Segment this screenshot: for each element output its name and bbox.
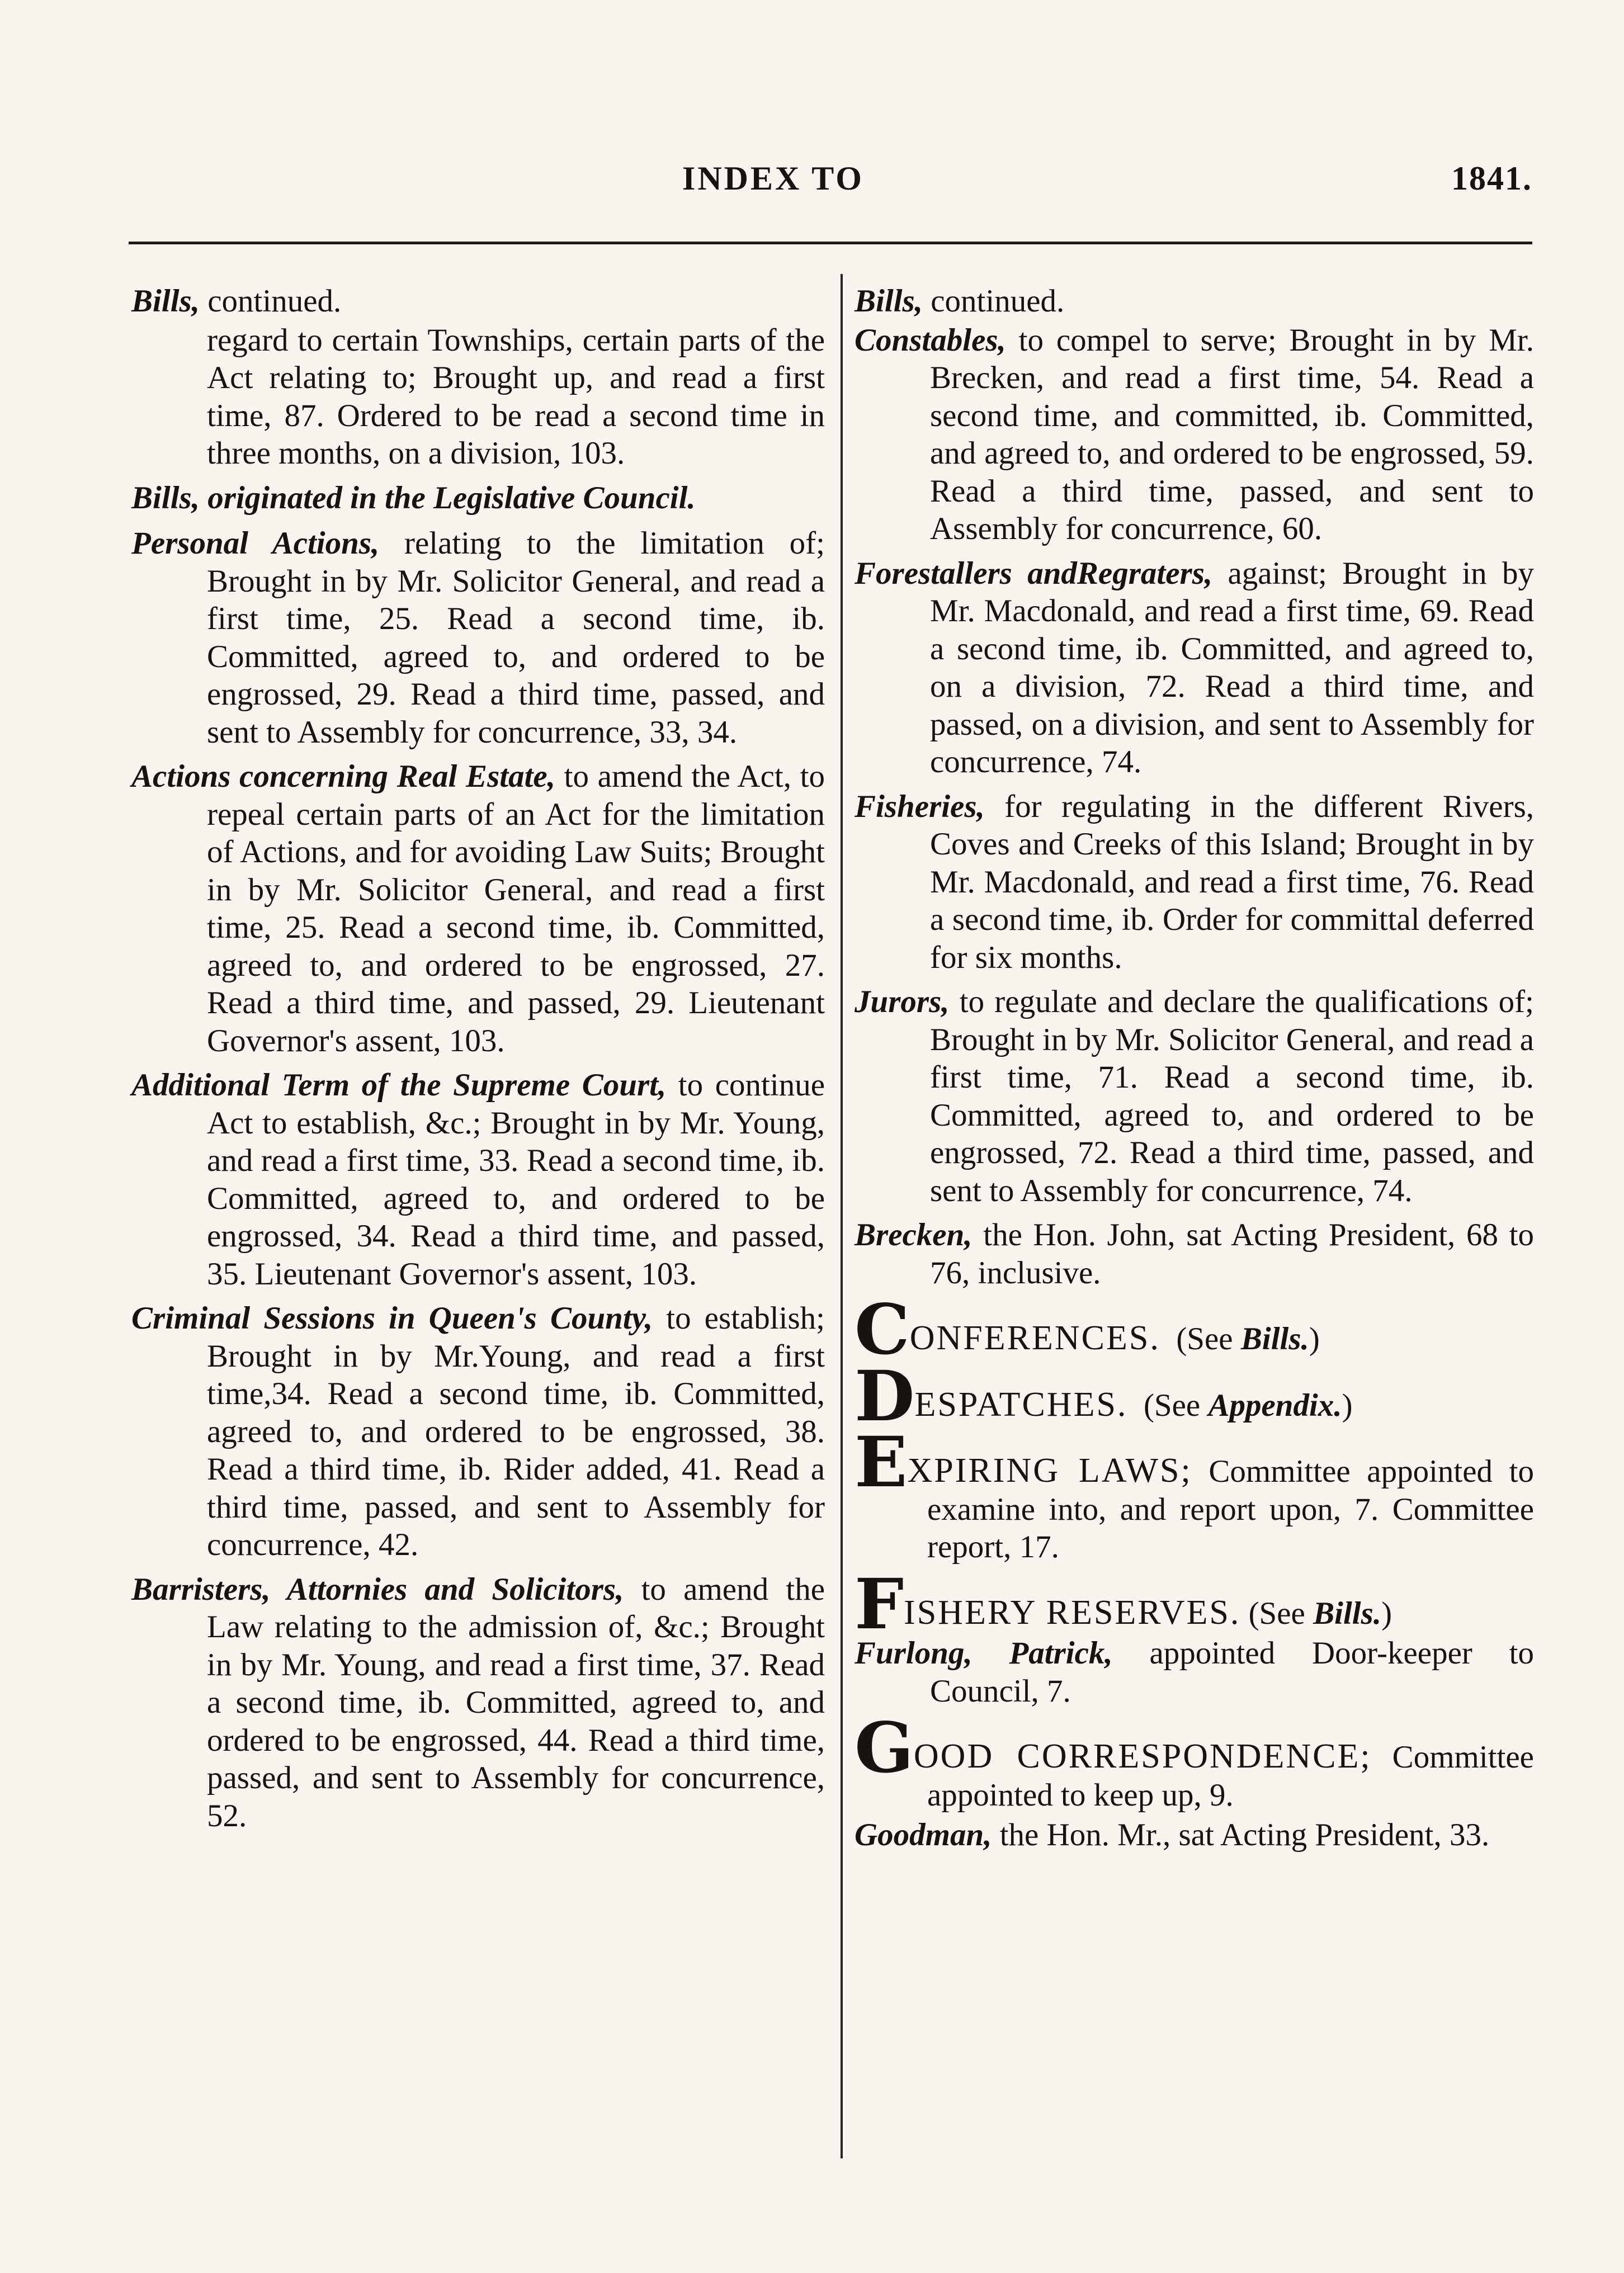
index-entry-real-estate	[131, 758, 825, 1060]
entry-text: to regulate and declare the qualifications of; Brought in by Mr. Solicitor General, and read a first time, 71. Read a second time, ib. Committed, agreed to, and ordered to be engrossed, 72. Read a third time, passed, and sent to Assembly for concurrence, 74.	[930, 984, 1534, 1208]
bills-label: Bills,	[855, 283, 923, 319]
see-reference: Appendix.	[1208, 1387, 1342, 1423]
index-entry-personal-actions	[131, 524, 825, 751]
index-entry-furlong	[855, 1634, 1534, 1710]
index-entry-criminal-sessions	[131, 1299, 825, 1564]
drop-cap: G	[855, 1708, 914, 1789]
entry-text: the Hon. John, sat Acting President, 68 to 76, inclusive.	[930, 1217, 1534, 1291]
see-reference: Bills.	[1240, 1321, 1309, 1357]
page-header	[129, 159, 1532, 210]
entry-text: to compel to serve; Brought in by Mr. Brecken, and read a first time, 54. Read a second time, and committed, ib. Committed, and agreed to, and ordered to be engrossed, 59. Read a third time, passed, and sent to Assembly for concurrence, 60.	[930, 322, 1534, 546]
entry-head: Goodman,	[855, 1817, 992, 1853]
entry-text: Committee appointed to examine into, and report upon, 7. Committee report, 17.	[927, 1454, 1534, 1565]
index-letter-g-good-correspondence	[855, 1708, 1534, 1814]
section-title: Bills, originated in the Legislative Council.	[131, 480, 696, 516]
entry-text: relating to the limitation of; Brought in by Mr. Solicitor General, and read a first time, 25. Read a second time, ib. Committed, agreed to, and ordered to be engrossed, 29. Read a third time, passed, and sent to Assembly for concurrence, 33, 34.	[207, 526, 825, 750]
heading-word: ISHERY RESERVES.	[904, 1593, 1241, 1632]
see-close: )	[1342, 1387, 1353, 1423]
heading-word: XPIRING LAWS;	[907, 1452, 1192, 1490]
entry-head: Personal Actions,	[131, 526, 380, 561]
entry-text: to continue Act to establish, &c.; Brought in by Mr. Young, and read a first time, 33. Read a second time, ib. Committed, agreed to, and ordered to be engrossed, 34. Read a third time, and passed, 35. Lieutenant Governor's assent, 103.	[207, 1067, 825, 1292]
index-entry-supreme-court	[131, 1066, 825, 1293]
see-close: )	[1309, 1321, 1320, 1357]
see-text: (See	[1240, 1595, 1314, 1631]
index-entry-forestallers	[855, 555, 1534, 781]
entry-text: to amend the Law relating to the admission of, &c.; Brought in by Mr. Young, and read a first time, 37. Read a second time, ib. Committed, agreed to, and ordered to be engrossed, 44. Read a third time, passed, and sent to Assembly for concurrence, 52.	[207, 1571, 825, 1833]
heading-word: ONFERENCES.	[909, 1319, 1160, 1357]
entry-head: Brecken,	[855, 1217, 972, 1253]
see-reference: Bills.	[1313, 1595, 1382, 1631]
index-letter-e-expiring-laws	[855, 1422, 1534, 1566]
continued-label: continued.	[199, 283, 342, 319]
entry-head: Actions concerning Real Estate,	[131, 759, 555, 794]
bills-label: Bills,	[131, 283, 200, 319]
column-divider	[841, 274, 843, 2158]
index-entry-fisheries	[855, 788, 1534, 977]
entry-text: for regulating in the different Rivers, Coves and Creeks of this Island; Brought in by Mr. Macdonald, and read a first time, 76. Read a second time, ib. Order for committal deferred for six months.	[930, 788, 1534, 975]
index-entry-goodman	[855, 1816, 1534, 1854]
drop-cap: E	[855, 1422, 908, 1503]
entry-head: Jurors,	[855, 984, 950, 1019]
drop-cap: F	[855, 1563, 904, 1645]
heading-word: ESPATCHES.	[914, 1385, 1128, 1424]
heading-word: OOD CORRESPONDENCE;	[913, 1737, 1372, 1775]
bills-continued-text: regard to certain Townships, certain parts of the Act relating to; Brought up, and read a first time, 87. Ordered to be read a second time in three months, on a division, 103.	[207, 322, 825, 471]
entry-head: Fisheries,	[855, 788, 985, 824]
see-text: (See	[1143, 1387, 1208, 1423]
index-entry-barristers	[131, 1571, 825, 1835]
see-close: )	[1381, 1595, 1392, 1631]
drop-cap: D	[855, 1355, 915, 1437]
index-entry-jurors	[855, 983, 1534, 1209]
continued-label: continued.	[922, 283, 1065, 319]
header-rule	[129, 242, 1532, 244]
entry-text: to establish; Brought in by Mr.Young, and read a first time,34. Read a second time, ib. Committed, agreed to, and ordered to be engrossed, 38. Read a third time, ib. Rider added, 41. Read a third time, passed, and sent to Assembly for concurrence, 42.	[207, 1301, 825, 1562]
left-column	[131, 282, 825, 1841]
entry-text: Committee appointed to keep up, 9.	[927, 1740, 1534, 1813]
drop-cap: C	[855, 1289, 910, 1371]
entry-head: Criminal Sessions in Queen's County,	[131, 1301, 653, 1336]
see-text: (See	[1176, 1321, 1241, 1357]
index-entry-brecken	[855, 1216, 1534, 1292]
entry-head: Barristers, Attornies and Solicitors,	[131, 1571, 624, 1607]
entry-text: against; Brought in by Mr. Macdonald, and read a first time, 69. Read a second time, ib. Committed, and agreed to, on a division, 72. Read a third time, and passed, on a division, and sent to Assembly for concurrence, 74.	[930, 555, 1534, 779]
entry-head: Constables,	[855, 322, 1006, 358]
index-entry-constables	[855, 322, 1534, 548]
entry-head: Additional Term of the Supreme Court,	[131, 1067, 667, 1103]
index-letter-f-fishery-reserves	[855, 1563, 1534, 1645]
bills-continued-heading	[131, 282, 825, 320]
running-title: INDEX TO	[682, 160, 864, 197]
right-column	[855, 282, 1534, 1861]
entry-text: to amend the Act, to repeal certain parts of an Act for the limitation of Actions, and for avoiding Law Suits; Brought in by Mr. Solicitor General, and read a first time, 25. Read a second time, ib. Committed, agreed to, and ordered to be engrossed, 27. Read a third time, and passed, 29. Lieutenant Governor's assent, 103.	[207, 759, 825, 1058]
page-year: 1841.	[1451, 160, 1532, 197]
index-letter-d-despatches	[855, 1355, 1534, 1437]
bills-continued-heading	[855, 282, 1534, 320]
entry-head: Furlong, Patrick,	[855, 1636, 1113, 1671]
entry-text: appointed Door-keeper to Council, 7.	[930, 1636, 1534, 1709]
index-letter-c-conferences	[855, 1289, 1534, 1371]
entry-head: Forestallers andRegraters,	[855, 555, 1213, 591]
entry-text: the Hon. Mr., sat Acting President, 33.	[992, 1817, 1490, 1853]
